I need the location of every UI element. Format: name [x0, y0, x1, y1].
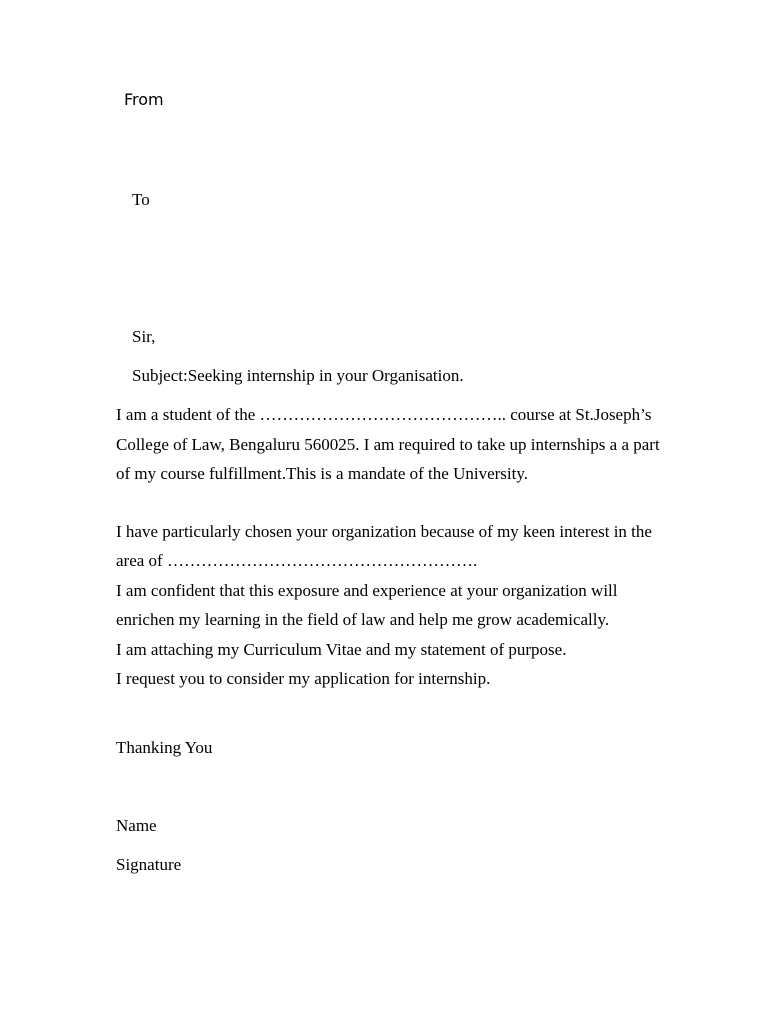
- paragraph-2-line: I am attaching my Curriculum Vitae and my statement of purpose.: [116, 640, 567, 659]
- paragraph-2-line: I request you to consider my application for internship.: [116, 669, 491, 688]
- paragraph-1-line: I am a student of the …………………………………….. course at St.Joseph’s: [116, 405, 652, 424]
- paragraph-2-line: enrichen my learning in the field of law and help me grow academically.: [116, 610, 610, 629]
- signature-label: Signature: [116, 855, 182, 874]
- closing-line: Thanking You: [116, 738, 213, 757]
- from-label: From: [124, 90, 164, 109]
- paragraph-1-line: of my course fulfillment.This is a mandate of the University.: [116, 464, 528, 483]
- salutation: Sir,: [132, 327, 156, 346]
- paragraph-2-line: area of ……………………………………………….: [116, 551, 478, 570]
- paragraph-2-line: I am confident that this exposure and experience at your organization will: [116, 581, 618, 600]
- subject-line: Subject:Seeking internship in your Organisation.: [132, 366, 464, 385]
- paragraph-2-line: I have particularly chosen your organization because of my keen interest in the: [116, 522, 652, 541]
- paragraph-1-line: College of Law, Bengaluru 560025. I am required to take up internships a a part: [116, 435, 660, 454]
- to-label: To: [132, 190, 150, 209]
- name-label: Name: [116, 816, 157, 835]
